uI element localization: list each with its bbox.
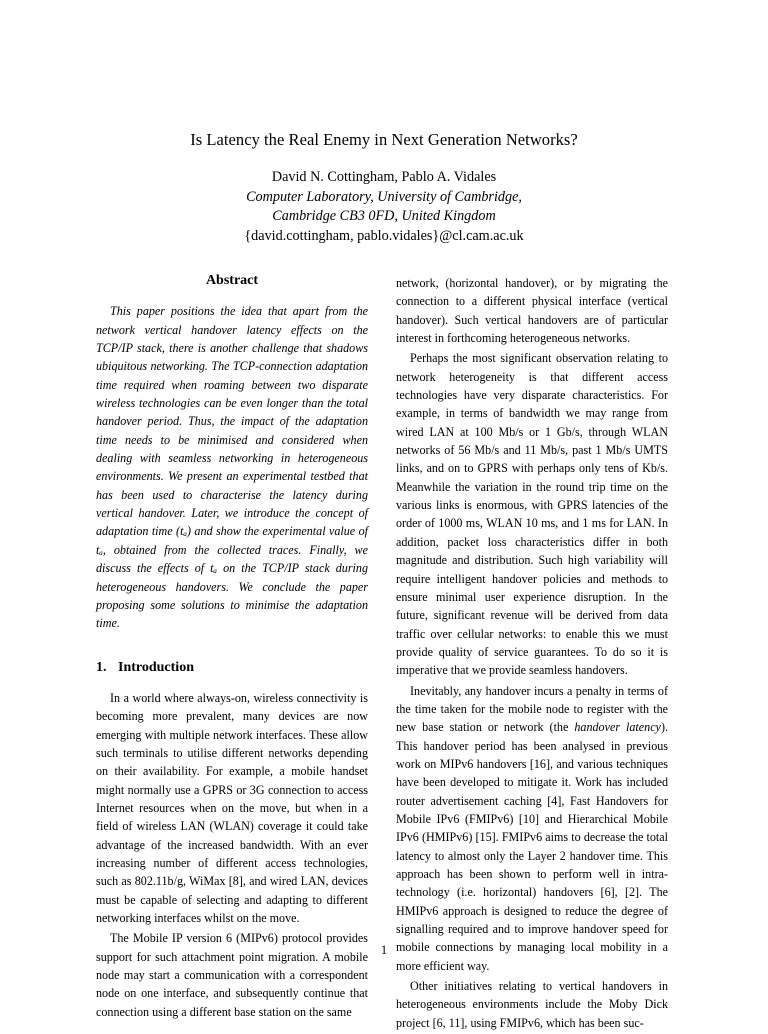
affiliation-line-2: Cambridge CB3 0FD, United Kingdom [272, 208, 496, 224]
handover-latency-term: handover latency [574, 720, 661, 735]
intro-paragraph-5: Other initiatives relating to vertical handovers in heterogeneous environments include the Moby Dick project [6, 11], using FMIPv6, which has been suc- [396, 979, 668, 1030]
abstract-section [96, 272, 368, 633]
section-number: 1. [96, 659, 107, 675]
author-block [0, 168, 768, 246]
intro-paragraph-4 [396, 682, 668, 976]
author-email: {david.cottingham, pablo.vidales}@cl.cam.ac.uk [244, 227, 524, 244]
intro-paragraph-2-continued: network, (horizontal handover), or by migrating the connection to a different physical interface (vertical handover). Such vertical handovers are of particular interest in forthcoming heterogeneous networks. [396, 276, 668, 346]
right-column [396, 274, 668, 1034]
left-column [96, 270, 368, 1023]
abstract-text: This paper positions the idea that apart from the network vertical handover latency effects on the TCP/IP stack, there is another challenge that shadows ubiquitous networking. The TCP-connection adaptation time required when roaming between two disparate wireless technologies can be even longer than the total handover period. Thus, the impact of the adaptation time needs to be minimised and considered when dealing with seamless networking in heterogeneous environments. We present an experimental testbed that has been used to characterise the latency during vertical handover. Later, we introduce the concept of adaptation time (tₐ) and show the experimental value of tₐ, obtained from the collected traces. Finally, we discuss the effects of tₐ on the TCP/IP stack during heterogeneous handovers. We conclude the paper proposing some solutions to minimise the adaptation time. [96, 304, 368, 631]
intro-paragraph-3: Perhaps the most significant observation relating to network heterogeneity is that different access technologies have very disparate characteristics. For example, in terms of bandwidth we may range from wired LAN at 100 Mb/s or 1 Gb/s, through WLAN networks of 56 Mb/s and 11 Mb/s, past 1 Mb/s UMTS links, and on to GPRS with perhaps only tens of Kb/s. Meanwhile the variation in the round trip time on the various links is enormous, with GPRS latencies of the order of 1000 ms, WLAN 10 ms, and 1 ms for LAN. In addition, packet loss characteristics differ in both magnitude and distribution. Such high variability will require intelligent handover policies and methods to ensure minimal user experience disruption. In the future, significant revenue will be derived from data traffic over cellular networks: to enable this we must provide quality of service guarantees. To do so it is imperative that we provide seamless handovers. [396, 351, 668, 678]
affiliation-line-1: Computer Laboratory, University of Cambridge, [246, 188, 522, 205]
page-number: 1 [380, 943, 388, 957]
intro-paragraph-1: In a world where always-on, wireless connectivity is becoming more prevalent, many devices are now emerging with multiple network interfaces. These allow such terminals to utilise different networks depending on their availability. For example, a mobile handset might normally use a GPRS or 3G connection to access Internet resources when on the move, but when in a field of wireless LAN (WLAN) coverage it could take advantage of the increased bandwidth. With an ever increasing number of different access technologies, such as 802.11b/g, WiMax [8], and wired LAN, devices must be capable of selecting and adapting to different networking interfaces whilst on the move. [96, 690, 368, 925]
abstract-heading: Abstract [205, 273, 259, 288]
intro-paragraph-2: The Mobile IP version 6 (MIPv6) protocol provides support for such attachment point migration. A mobile node may start a communication with a correspondent node on one interface, and subsequently continue that connection using a different base station on the same [96, 931, 368, 1019]
section-title: Introduction [118, 659, 194, 675]
section-heading-introduction [96, 659, 368, 677]
p4-text-a: Inevitably, any handover incurs a penalty in terms of the time taken for the mobile node to register with the new base station or network (the [396, 683, 668, 735]
paper-title: Is Latency the Real Enemy in Next Generation Networks? [190, 130, 578, 149]
author-names: David N. Cottingham, Pablo A. Vidales [271, 169, 497, 185]
p4-text-b: ). This handover period has been analysed in previous work on MIPv6 handovers [16], and various techniques have been developed to mitigate it. Work has included router advertisement caching [4], Fast Handovers for Mobile IPv6 (FMIPv6) [10] and Hierarchical Mobile IPv6 (HMIPv6) [15]. FMIPv6 aims to decrease the total latency to almost only the Layer 2 handover time. This approach has been shown to perform well in intra-technology (i.e. horizontal) handovers [6], [2]. The HMIPv6 approach is designed to reduce the degree of signalling required and to improve handover speed for mobile connections by managing local mobility in a more efficient way. [396, 720, 668, 973]
intro-left-text [96, 689, 368, 1021]
